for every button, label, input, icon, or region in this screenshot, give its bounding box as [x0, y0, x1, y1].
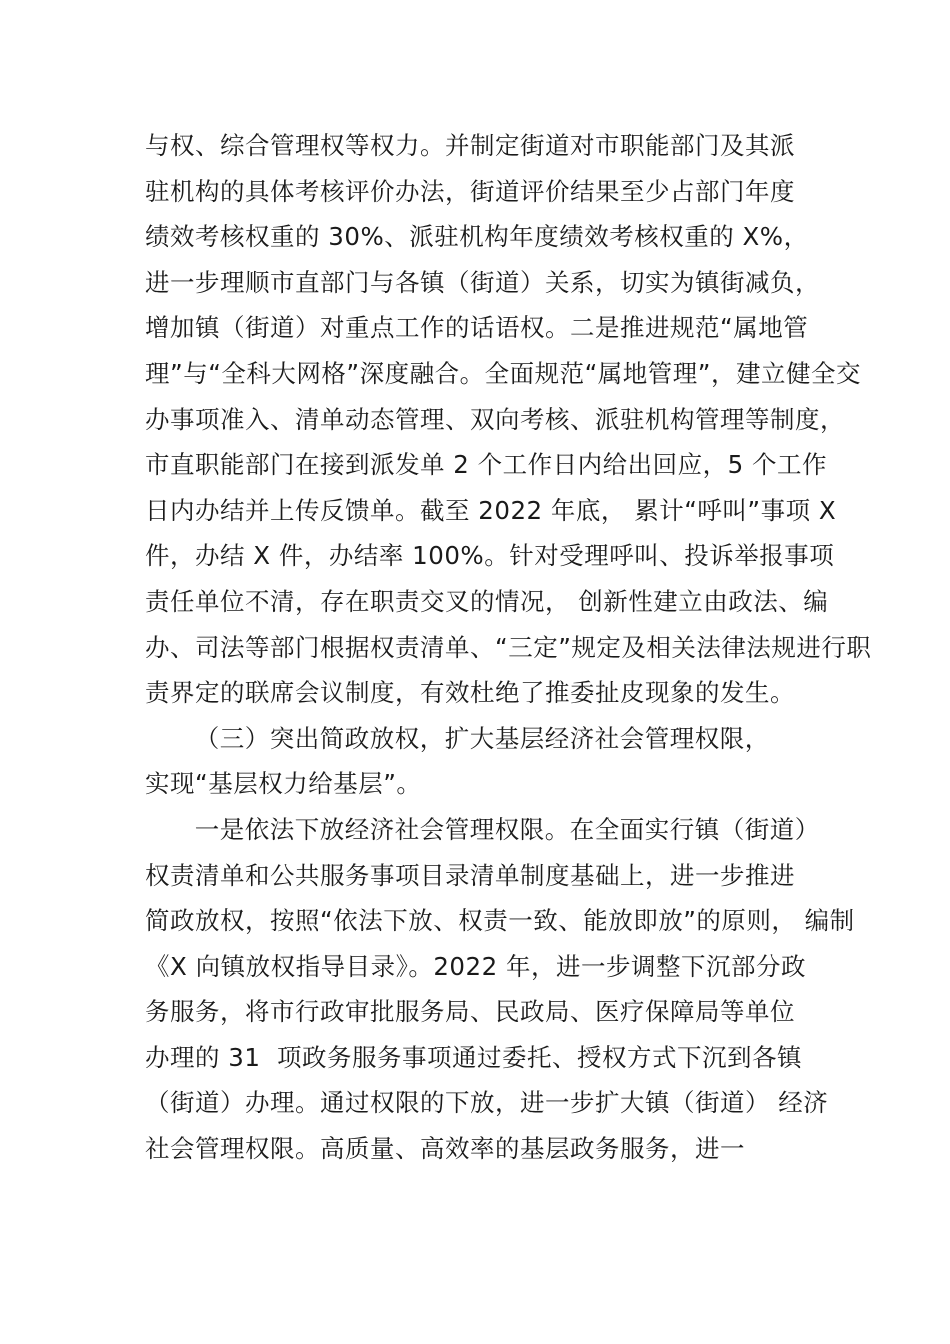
text-line: 社会管理权限。高质量、高效率的基层政务服务，进一: [145, 1134, 745, 1164]
body-text: [145, 123, 872, 1172]
text-line: 与权、综合管理权等权力。并制定街道对市职能部门及其派: [145, 131, 795, 160]
text-line: 绩效考核权重的 30%、派驻机构年度绩效考核权重的 X%，: [145, 222, 809, 252]
text-line: 简政放权，按照“依法下放、权责一致、能放即放”的原则， 编制: [145, 906, 855, 936]
text-line: 日内办结并上传反馈单。截至 2022 年底， 累计“呼叫”事项 X: [145, 495, 837, 525]
text-line: （街道）办理。通过权限的下放，进一步扩大镇（街道） 经济: [145, 1088, 829, 1118]
text-line: 市直职能部门在接到派发单 2 个工作日内给出回应，5 个工作: [145, 450, 828, 480]
text-line: 《X 向镇放权指导目录》。2022 年，进一步调整下沉部分政: [145, 951, 806, 981]
text-line: 理”与“全科大网格”深度融合。全面规范“属地管理”，建立健全交: [145, 358, 861, 388]
section-heading: （三）突出简政放权，扩大基层经济社会管理权限，: [145, 723, 770, 753]
text-line: 增加镇（街道）对重点工作的话语权。二是推进规范“属地管: [145, 313, 809, 343]
text-line: 办事项准入、清单动态管理、双向考核、派驻机构管理等制度，: [145, 404, 845, 434]
text-line: 权责清单和公共服务事项目录清单制度基础上，进一步推进: [145, 860, 795, 890]
text-line: 实现“基层权力给基层”。: [145, 769, 422, 799]
text-line: 办理的 31 项政务服务事项通过委托、授权方式下沉到各镇: [145, 1042, 803, 1072]
text-line: 件，办结 X 件，办结率 100%。针对受理呼叫、投诉举报事项: [145, 541, 835, 571]
text-line: 办、司法等部门根据权责清单、“三定”规定及相关法律法规进行职: [145, 632, 872, 662]
text-line: 驻机构的具体考核评价办法，街道评价结果至少占部门年度: [145, 176, 795, 206]
text-line: 责任单位不清，存在职责交叉的情况， 创新性建立由政法、编: [145, 586, 829, 616]
text-line: 务服务，将市行政审批服务局、民政局、医疗保障局等单位: [145, 997, 795, 1027]
text-line: 责界定的联席会议制度，有效杜绝了推委扯皮现象的发生。: [145, 678, 795, 708]
text-line: 一是依法下放经济社会管理权限。在全面实行镇（街道）: [145, 814, 820, 844]
text-line: 进一步理顺市直部门与各镇（街道）关系，切实为镇街减负，: [145, 267, 820, 297]
